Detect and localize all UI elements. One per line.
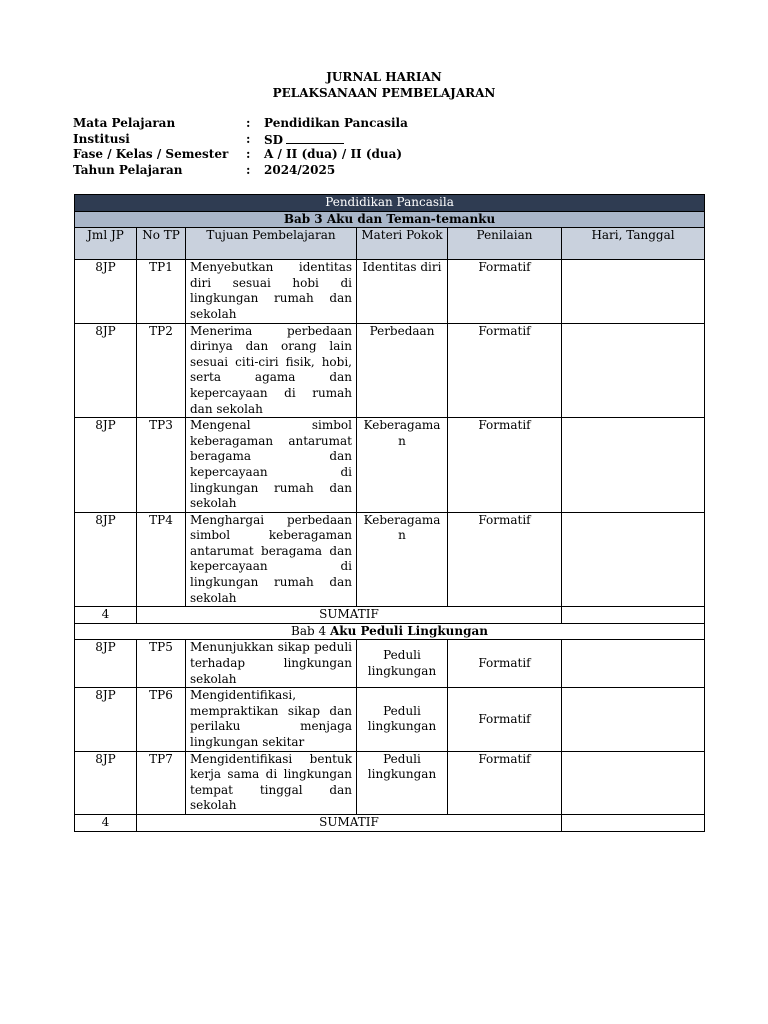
chapter-prefix: Bab 4: [291, 623, 330, 638]
cell-penilaian: Formatif: [448, 512, 562, 607]
column-header: No TP: [137, 228, 186, 260]
blank-fill-line: [286, 132, 344, 144]
cell-tujuan: Menerima perbedaan dirinya dan orang lain sesuai citi-ciri fisik, hobi, serta agama dan kepercayaan di rumah dan sekolah: [186, 323, 357, 418]
meta-value-text: SD: [264, 132, 284, 147]
chapter-row: [75, 623, 705, 640]
meta-value: A / II (dua) / II (dua): [264, 147, 403, 161]
table-row: [75, 323, 705, 418]
cell-penilaian: Formatif: [448, 418, 562, 513]
sumatif-row: [75, 814, 705, 831]
cell-tanggal: [562, 640, 705, 688]
cell-tanggal: [562, 751, 705, 814]
meta-colon: :: [246, 162, 251, 177]
cell-materi: Keberagaman: [357, 418, 448, 513]
cell-jp: 8JP: [75, 640, 137, 688]
cell-jp: 8JP: [75, 418, 137, 513]
meta-row-institusi: [73, 132, 408, 148]
sumatif-label: SUMATIF: [137, 607, 562, 624]
column-header: Jml JP: [75, 228, 137, 260]
cell-materi: Keberagaman: [357, 512, 448, 607]
meta-label: Tahun Pelajaran: [73, 162, 183, 177]
cell-penilaian: Formatif: [448, 260, 562, 323]
table-row: [75, 688, 705, 751]
cell-tanggal: [562, 512, 705, 607]
table-row: [75, 640, 705, 688]
table-row: [75, 512, 705, 607]
cell-penilaian: Formatif: [448, 688, 562, 751]
cell-penilaian: Formatif: [448, 323, 562, 418]
meta-value-with-blank: [264, 132, 344, 148]
cell-penilaian: Formatif: [448, 751, 562, 814]
cell-jp: 8JP: [75, 512, 137, 607]
meta-colon: :: [246, 147, 251, 161]
cell-tujuan: Menghargai perbedaan simbol keberagaman antarumat beragama dan kepercayaan di lingkungan rumah dan sekolah: [186, 512, 357, 607]
column-header: Tujuan Pembelajaran: [186, 228, 357, 260]
cell-materi: Identitas diri: [357, 260, 448, 323]
sumatif-label: SUMATIF: [137, 814, 562, 831]
cell-tp: TP2: [137, 323, 186, 418]
meta-row-tahun: [73, 163, 408, 179]
cell-tanggal: [562, 607, 705, 624]
document-subtitle: PELAKSANAAN PEMBELAJARAN: [272, 86, 496, 100]
cell-jp: 8JP: [75, 323, 137, 418]
chapter-name: Aku Peduli Lingkungan: [329, 623, 488, 638]
cell-tp: TP4: [137, 512, 186, 607]
cell-materi: Peduli lingkungan: [357, 688, 448, 751]
table-row: [75, 260, 705, 323]
column-header: Penilaian: [448, 228, 562, 260]
cell-tanggal: [562, 260, 705, 323]
cell-tanggal: [562, 814, 705, 831]
cell-jp: 4: [75, 607, 137, 624]
cell-tp: TP1: [137, 260, 186, 323]
cell-jp: 8JP: [75, 260, 137, 323]
chapter-row: [75, 211, 705, 228]
cell-tujuan: Menyebutkan identitas diri sesuai hobi di lingkungan rumah dan sekolah: [186, 260, 357, 323]
cell-materi: Perbedaan: [357, 323, 448, 418]
cell-tp: TP7: [137, 751, 186, 814]
cell-materi: Peduli lingkungan: [357, 640, 448, 688]
sumatif-row: [75, 607, 705, 624]
meta-colon: :: [246, 116, 251, 130]
meta-value: 2024/2025: [264, 162, 336, 177]
document-title: JURNAL HARIAN: [326, 70, 442, 84]
cell-penilaian: Formatif: [448, 640, 562, 688]
journal-table: [74, 194, 705, 832]
cell-tujuan: Mengidentifikasi, mempraktikan sikap dan perilaku menjaga lingkungan sekitar: [186, 688, 357, 751]
cell-tujuan: Mengidentifikasi bentuk kerja sama di lingkungan tempat tinggal dan sekolah: [186, 751, 357, 814]
meta-label: Institusi: [73, 131, 130, 146]
meta-label: Fase / Kelas / Semester: [73, 147, 229, 161]
cell-jp: 8JP: [75, 688, 137, 751]
meta-label: Mata Pelajaran: [73, 116, 176, 130]
cell-tp: TP6: [137, 688, 186, 751]
table-row: [75, 751, 705, 814]
cell-tp: TP5: [137, 640, 186, 688]
table-row: [75, 418, 705, 513]
cell-jp: 8JP: [75, 751, 137, 814]
cell-jp: 4: [75, 814, 137, 831]
cell-tujuan: Mengenal simbol keberagaman antarumat beragama dan kepercayaan di lingkungan rumah dan sekolah: [186, 418, 357, 513]
cell-tanggal: [562, 418, 705, 513]
column-header: Hari, Tanggal: [562, 228, 705, 260]
subject-title: Pendidikan Pancasila: [75, 195, 705, 212]
cell-tujuan: Menunjukkan sikap peduli terhadap lingkungan sekolah: [186, 640, 357, 688]
cell-materi: Peduli lingkungan: [357, 751, 448, 814]
column-header-row: [75, 228, 705, 260]
cell-tp: TP3: [137, 418, 186, 513]
meta-block: [73, 116, 408, 178]
meta-row-mata-pelajaran: [73, 116, 408, 132]
meta-colon: :: [246, 131, 251, 146]
column-header: Materi Pokok: [357, 228, 448, 260]
cell-tanggal: [562, 688, 705, 751]
meta-value: Pendidikan Pancasila: [264, 116, 408, 130]
chapter-title: Bab 3 Aku dan Teman-temanku: [75, 211, 705, 228]
subject-header-row: [75, 195, 705, 212]
chapter-title: [75, 623, 705, 640]
cell-tanggal: [562, 323, 705, 418]
meta-row-fase: [73, 147, 408, 163]
